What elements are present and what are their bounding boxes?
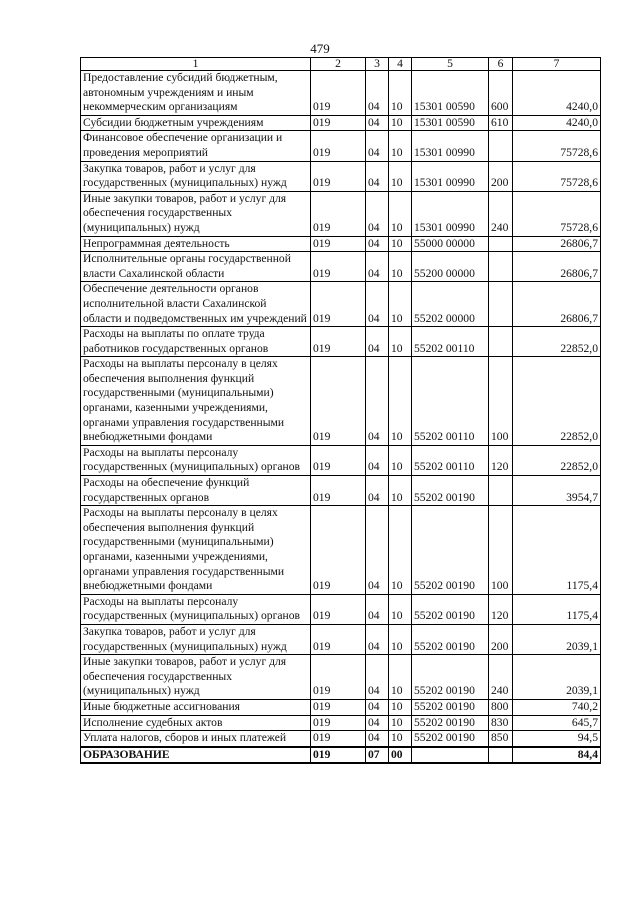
- row-amount: 75728,6: [513, 191, 601, 236]
- table-row: [81, 445, 601, 475]
- table-row: [81, 191, 601, 236]
- row-section-code: 04: [366, 161, 389, 191]
- row-expense-type: 240: [489, 191, 513, 236]
- row-amount: 22852,0: [513, 445, 601, 475]
- row-subsection-code: 00: [389, 747, 412, 764]
- page-number: 479: [310, 41, 330, 56]
- row-expense-type: 200: [489, 161, 513, 191]
- table-row: [81, 624, 601, 654]
- row-subsection-code: 10: [389, 115, 412, 131]
- row-subsection-code: 10: [389, 445, 412, 475]
- row-amount: 4240,0: [513, 71, 601, 116]
- row-ministry-code: 019: [311, 476, 366, 506]
- row-target-article: 15301 00990: [412, 191, 489, 236]
- row-subsection-code: 10: [389, 71, 412, 116]
- row-amount: 84,4: [513, 747, 601, 764]
- row-name: ОБРАЗОВАНИЕ: [81, 747, 311, 764]
- row-expense-type: 100: [489, 357, 513, 446]
- row-name: Непрограммная деятельность: [81, 236, 311, 252]
- row-amount: 75728,6: [513, 161, 601, 191]
- row-name: Уплата налогов, сборов и иных платежей: [81, 731, 311, 747]
- row-target-article: 15301 00990: [412, 161, 489, 191]
- table-row: [81, 715, 601, 731]
- row-ministry-code: 019: [311, 131, 366, 161]
- row-target-article: [412, 747, 489, 764]
- row-expense-type: 600: [489, 71, 513, 116]
- row-section-code: 04: [366, 445, 389, 475]
- column-header: 6: [489, 58, 513, 71]
- table-row: [81, 476, 601, 506]
- row-expense-type: 830: [489, 715, 513, 731]
- row-subsection-code: 10: [389, 506, 412, 595]
- row-name: Расходы на выплаты персоналу государственных (муниципальных) органов: [81, 445, 311, 475]
- row-target-article: 15301 00590: [412, 71, 489, 116]
- row-subsection-code: 10: [389, 327, 412, 357]
- row-section-code: 04: [366, 115, 389, 131]
- row-name: Иные закупки товаров, работ и услуг для обеспечения государственных (муниципальных) нужд: [81, 655, 311, 700]
- row-expense-type: [489, 282, 513, 327]
- row-expense-type: [489, 131, 513, 161]
- table-row: [81, 236, 601, 252]
- row-subsection-code: 10: [389, 131, 412, 161]
- row-amount: 3954,7: [513, 476, 601, 506]
- row-ministry-code: 019: [311, 506, 366, 595]
- row-amount: 26806,7: [513, 252, 601, 282]
- row-subsection-code: 10: [389, 282, 412, 327]
- row-target-article: 55202 00110: [412, 327, 489, 357]
- row-target-article: 55202 00110: [412, 445, 489, 475]
- row-section-code: 04: [366, 236, 389, 252]
- table-row: [81, 594, 601, 624]
- row-target-article: 55202 00190: [412, 624, 489, 654]
- column-header: 4: [389, 58, 412, 71]
- row-target-article: 55202 00190: [412, 594, 489, 624]
- row-subsection-code: 10: [389, 699, 412, 715]
- row-subsection-code: 10: [389, 252, 412, 282]
- row-ministry-code: 019: [311, 115, 366, 131]
- row-subsection-code: 10: [389, 655, 412, 700]
- row-subsection-code: 10: [389, 624, 412, 654]
- row-amount: 22852,0: [513, 357, 601, 446]
- row-name: Расходы на обеспечение функций государственных органов: [81, 476, 311, 506]
- row-name: Иные бюджетные ассигнования: [81, 699, 311, 715]
- row-target-article: 15301 00990: [412, 131, 489, 161]
- table-row: [81, 252, 601, 282]
- row-ministry-code: 019: [311, 747, 366, 764]
- row-amount: 740,2: [513, 699, 601, 715]
- row-ministry-code: 019: [311, 655, 366, 700]
- row-name: Расходы на выплаты персоналу в целях обеспечения выполнения функций государственными (муниципальными) органами, казенными учреждениями, органами управления государственными внебюджетными фондами: [81, 506, 311, 595]
- table-row: [81, 161, 601, 191]
- row-section-code: 04: [366, 131, 389, 161]
- column-header: 1: [81, 58, 311, 71]
- row-expense-type: 120: [489, 445, 513, 475]
- row-target-article: 15301 00590: [412, 115, 489, 131]
- row-ministry-code: 019: [311, 191, 366, 236]
- row-section-code: 04: [366, 71, 389, 116]
- row-expense-type: [489, 747, 513, 764]
- table-row: [81, 699, 601, 715]
- row-target-article: 55202 00190: [412, 715, 489, 731]
- row-section-code: 04: [366, 191, 389, 236]
- table-row: [81, 357, 601, 446]
- row-ministry-code: 019: [311, 624, 366, 654]
- row-amount: 22852,0: [513, 327, 601, 357]
- row-section-code: 04: [366, 715, 389, 731]
- row-expense-type: [489, 327, 513, 357]
- row-name: Исполнение судебных актов: [81, 715, 311, 731]
- row-name: Иные закупки товаров, работ и услуг для обеспечения государственных (муниципальных) нужд: [81, 191, 311, 236]
- table-row: [81, 731, 601, 747]
- row-section-code: 04: [366, 252, 389, 282]
- row-expense-type: 200: [489, 624, 513, 654]
- table-row: [81, 655, 601, 700]
- column-header: 7: [513, 58, 601, 71]
- row-section-code: 04: [366, 594, 389, 624]
- row-ministry-code: 019: [311, 699, 366, 715]
- table-row: [81, 747, 601, 764]
- row-subsection-code: 10: [389, 731, 412, 747]
- row-name: Закупка товаров, работ и услуг для государственных (муниципальных) нужд: [81, 624, 311, 654]
- column-header: 2: [311, 58, 366, 71]
- row-amount: 2039,1: [513, 655, 601, 700]
- row-amount: 75728,6: [513, 131, 601, 161]
- row-expense-type: [489, 252, 513, 282]
- table-row: [81, 131, 601, 161]
- row-section-code: 04: [366, 327, 389, 357]
- row-expense-type: 120: [489, 594, 513, 624]
- row-target-article: 55200 00000: [412, 252, 489, 282]
- row-ministry-code: 019: [311, 594, 366, 624]
- row-subsection-code: 10: [389, 191, 412, 236]
- row-section-code: 04: [366, 476, 389, 506]
- row-target-article: 55202 00190: [412, 476, 489, 506]
- row-subsection-code: 10: [389, 357, 412, 446]
- row-expense-type: [489, 476, 513, 506]
- row-ministry-code: 019: [311, 282, 366, 327]
- table-row: [81, 115, 601, 131]
- row-amount: 1175,4: [513, 594, 601, 624]
- row-name: Расходы на выплаты по оплате труда работников государственных органов: [81, 327, 311, 357]
- row-name: Расходы на выплаты персоналу в целях обеспечения выполнения функций государственными (муниципальными) органами, казенными учреждениями, органами управления государственными внебюджетными фондами: [81, 357, 311, 446]
- table-row: [81, 71, 601, 116]
- row-ministry-code: 019: [311, 71, 366, 116]
- row-subsection-code: 10: [389, 236, 412, 252]
- table-row: [81, 506, 601, 595]
- column-header: 5: [412, 58, 489, 71]
- row-section-code: 04: [366, 282, 389, 327]
- row-target-article: 55202 00000: [412, 282, 489, 327]
- row-section-code: 04: [366, 506, 389, 595]
- row-name: Предоставление субсидий бюджетным, автономным учреждениям и иным некоммерческим организациям: [81, 71, 311, 116]
- row-section-code: 07: [366, 747, 389, 764]
- row-section-code: 04: [366, 357, 389, 446]
- row-ministry-code: 019: [311, 327, 366, 357]
- row-target-article: 55202 00190: [412, 655, 489, 700]
- row-subsection-code: 10: [389, 715, 412, 731]
- row-subsection-code: 10: [389, 476, 412, 506]
- row-expense-type: 800: [489, 699, 513, 715]
- row-expense-type: 240: [489, 655, 513, 700]
- row-name: Обеспечение деятельности органов исполнительной власти Сахалинской области и подведомственных им учреждений: [81, 282, 311, 327]
- row-name: Закупка товаров, работ и услуг для государственных (муниципальных) нужд: [81, 161, 311, 191]
- row-name: Расходы на выплаты персоналу государственных (муниципальных) органов: [81, 594, 311, 624]
- row-ministry-code: 019: [311, 731, 366, 747]
- row-section-code: 04: [366, 731, 389, 747]
- column-number-row: [81, 58, 601, 71]
- row-expense-type: 610: [489, 115, 513, 131]
- row-expense-type: 100: [489, 506, 513, 595]
- row-name: Субсидии бюджетным учреждениям: [81, 115, 311, 131]
- table-body: [81, 71, 601, 764]
- row-ministry-code: 019: [311, 161, 366, 191]
- row-target-article: 55202 00110: [412, 357, 489, 446]
- row-section-code: 04: [366, 699, 389, 715]
- row-expense-type: 850: [489, 731, 513, 747]
- row-ministry-code: 019: [311, 236, 366, 252]
- row-amount: 1175,4: [513, 506, 601, 595]
- row-ministry-code: 019: [311, 252, 366, 282]
- column-header: 3: [366, 58, 389, 71]
- row-ministry-code: 019: [311, 715, 366, 731]
- row-ministry-code: 019: [311, 357, 366, 446]
- row-target-article: 55000 00000: [412, 236, 489, 252]
- row-target-article: 55202 00190: [412, 731, 489, 747]
- row-name: Исполнительные органы государственной власти Сахалинской области: [81, 252, 311, 282]
- row-amount: 26806,7: [513, 236, 601, 252]
- row-amount: 94,5: [513, 731, 601, 747]
- row-section-code: 04: [366, 655, 389, 700]
- row-amount: 4240,0: [513, 115, 601, 131]
- table-row: [81, 282, 601, 327]
- table-row: [81, 327, 601, 357]
- row-subsection-code: 10: [389, 594, 412, 624]
- row-amount: 26806,7: [513, 282, 601, 327]
- row-subsection-code: 10: [389, 161, 412, 191]
- row-section-code: 04: [366, 624, 389, 654]
- row-expense-type: [489, 236, 513, 252]
- row-ministry-code: 019: [311, 445, 366, 475]
- row-amount: 645,7: [513, 715, 601, 731]
- budget-table: [80, 57, 601, 764]
- row-target-article: 55202 00190: [412, 506, 489, 595]
- row-target-article: 55202 00190: [412, 699, 489, 715]
- row-amount: 2039,1: [513, 624, 601, 654]
- row-name: Финансовое обеспечение организации и проведения мероприятий: [81, 131, 311, 161]
